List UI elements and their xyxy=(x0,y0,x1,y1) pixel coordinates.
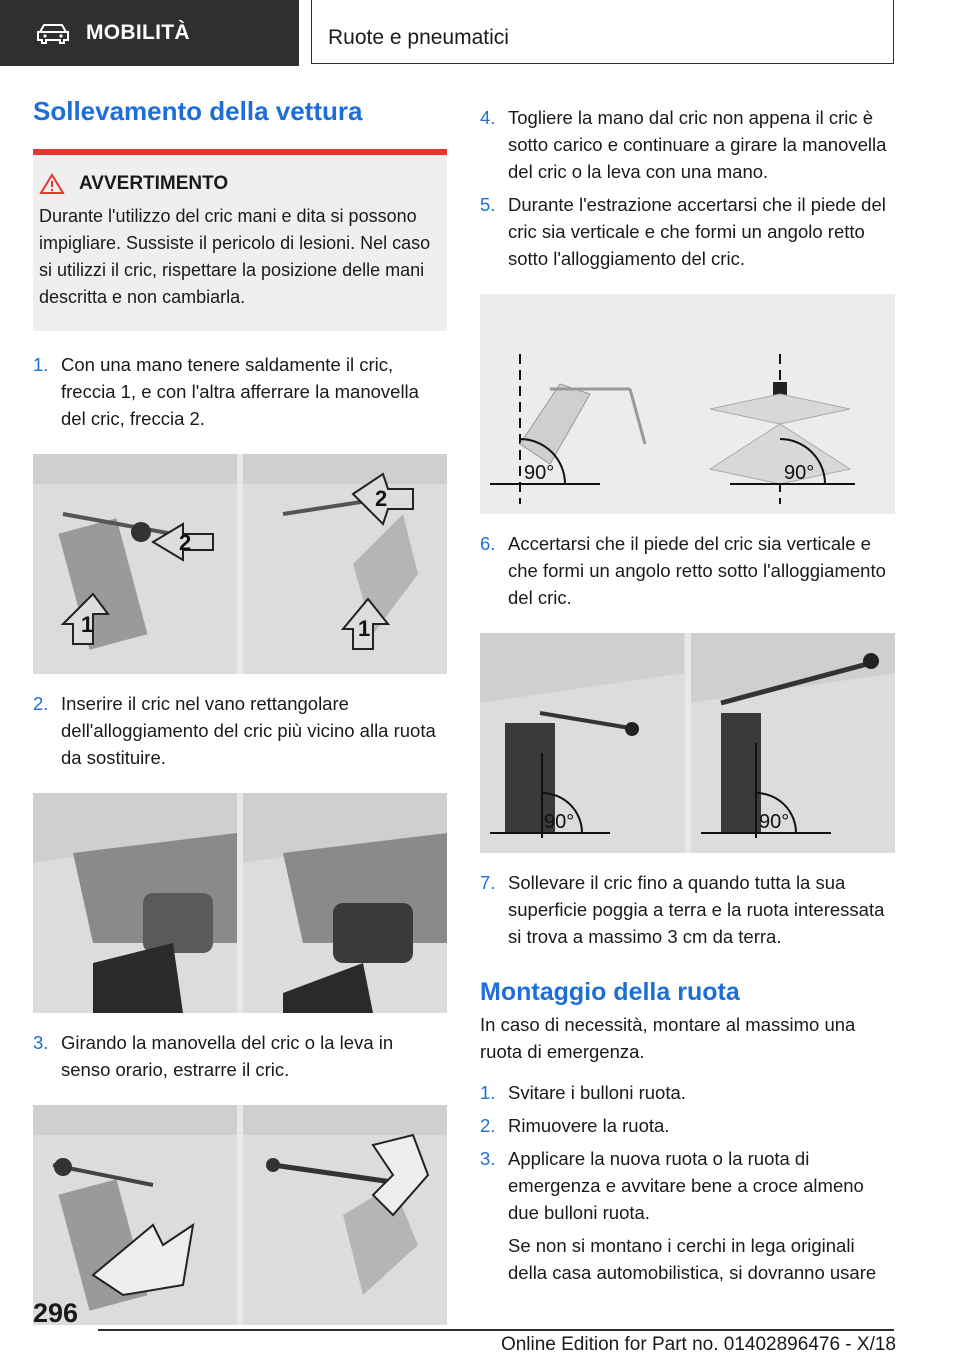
step-number: 3. xyxy=(480,1148,496,1169)
step-number: 3. xyxy=(33,1032,49,1053)
arrow-label: 1 xyxy=(81,612,94,637)
step-text: Rimuovere la ruota. xyxy=(508,1115,670,1136)
step-number: 4. xyxy=(480,107,496,128)
step-text: Applicare la nuova ruota o la ruota di emergenza e avvitare bene a croce almeno due bulloni ruota. xyxy=(508,1148,864,1223)
subsection-title: Ruote e pneumatici xyxy=(328,26,509,49)
angle-label: 90° xyxy=(758,811,789,833)
step-text: Togliere la mano dal cric non appena il cric è sotto carico e continuare a girare la manovella del cric o la leva con una mano. xyxy=(508,107,887,182)
page-number: 296 xyxy=(33,1298,79,1328)
figure-panel xyxy=(33,1105,237,1325)
step-number: 5. xyxy=(480,194,496,215)
car-icon xyxy=(36,22,70,44)
list-item xyxy=(33,690,447,771)
list-item xyxy=(480,104,895,185)
warning-icon xyxy=(39,173,65,195)
step-text: Durante l'estrazione accertarsi che il piede del cric sia verticale e che formi un angolo retto sotto l'alloggiamento del cric. xyxy=(508,194,886,269)
warning-box xyxy=(33,155,447,331)
list-item xyxy=(480,869,895,950)
list-item xyxy=(480,1079,895,1106)
arrow-label: 1 xyxy=(358,616,371,641)
warning-label: AVVERTIMENTO xyxy=(79,173,229,194)
list-item xyxy=(480,1112,895,1139)
step-text: Sollevare il cric fino a quando tutta la sua superficie poggia a terra e la ruota interessata si trova a massimo 3 cm da terra. xyxy=(508,872,885,947)
list-item xyxy=(480,530,895,611)
step-number: 2. xyxy=(33,693,49,714)
step-text: Girando la manovella del cric o la leva in senso orario, estrarre il cric. xyxy=(61,1032,394,1080)
step-text: Inserire il cric nel vano rettangolare dell'alloggiamento del cric più vicino alla ruota da sostituire. xyxy=(61,693,436,768)
figure-jack-extend xyxy=(33,1105,447,1325)
warning-text: Durante l'utilizzo del cric mani e dita si possono impigliare. Sussiste il pericolo di lesioni. Nel caso si utilizzi il cric, rispettare la posizione delle mani descritta e non cambiarla. xyxy=(39,206,431,307)
figure-panel xyxy=(243,793,447,1013)
step-text: Accertarsi che il piede del cric sia verticale e che formi un angolo retto sotto l'alloggiamento del cric. xyxy=(508,533,886,608)
list-item xyxy=(33,351,447,432)
figure-panel xyxy=(691,633,896,853)
left-column xyxy=(33,96,447,1325)
section-heading-2: Montaggio della ruota xyxy=(480,978,740,1006)
figure-panel xyxy=(243,1105,447,1325)
step-number: 2. xyxy=(480,1115,496,1136)
step-text: Svitare i bulloni ruota. xyxy=(508,1082,686,1103)
figure-angle-diagram xyxy=(480,294,895,514)
angle-label: 90° xyxy=(784,462,815,484)
step-number: 7. xyxy=(480,872,496,893)
section-heading: Sollevamento della vettura xyxy=(33,96,363,126)
right-column xyxy=(480,96,895,1286)
figure-jack-insert xyxy=(33,793,447,1013)
figure-jack-hold xyxy=(33,454,447,674)
figure-panel xyxy=(480,633,685,853)
step-number: 1. xyxy=(33,354,49,375)
edition-note: Online Edition for Part no. 01402896476 - X/18 xyxy=(500,1334,896,1355)
step-number: 1. xyxy=(480,1082,496,1103)
angle-label: 90° xyxy=(524,462,555,484)
list-item xyxy=(480,1145,895,1226)
subsection-tab[interactable] xyxy=(311,0,894,64)
page-header xyxy=(0,0,960,66)
figure-panel xyxy=(243,454,447,674)
step-text: Con una mano tenere saldamente il cric, freccia 1, e con l'altra afferrare la manovella del cric, freccia 2. xyxy=(61,354,419,429)
step-note: Se non si montano i cerchi in lega originali della casa automobilistica, si dovranno usare xyxy=(508,1235,877,1283)
list-item xyxy=(480,191,895,272)
figure-panel xyxy=(33,793,237,1013)
angle-diagram xyxy=(480,294,890,514)
step-number: 6. xyxy=(480,533,496,554)
arrow-label: 2 xyxy=(179,530,192,555)
list-item xyxy=(33,1029,447,1083)
figure-panel xyxy=(33,454,237,674)
section-title: MOBILITÀ xyxy=(86,21,190,44)
angle-label: 90° xyxy=(544,811,575,833)
figure-jack-vertical xyxy=(480,633,895,853)
intro-paragraph: In caso di necessità, montare al massimo una ruota di emergenza. xyxy=(480,1014,856,1062)
arrow-label: 2 xyxy=(375,486,388,511)
footer-divider xyxy=(98,1329,894,1331)
section-tab[interactable] xyxy=(0,0,299,66)
